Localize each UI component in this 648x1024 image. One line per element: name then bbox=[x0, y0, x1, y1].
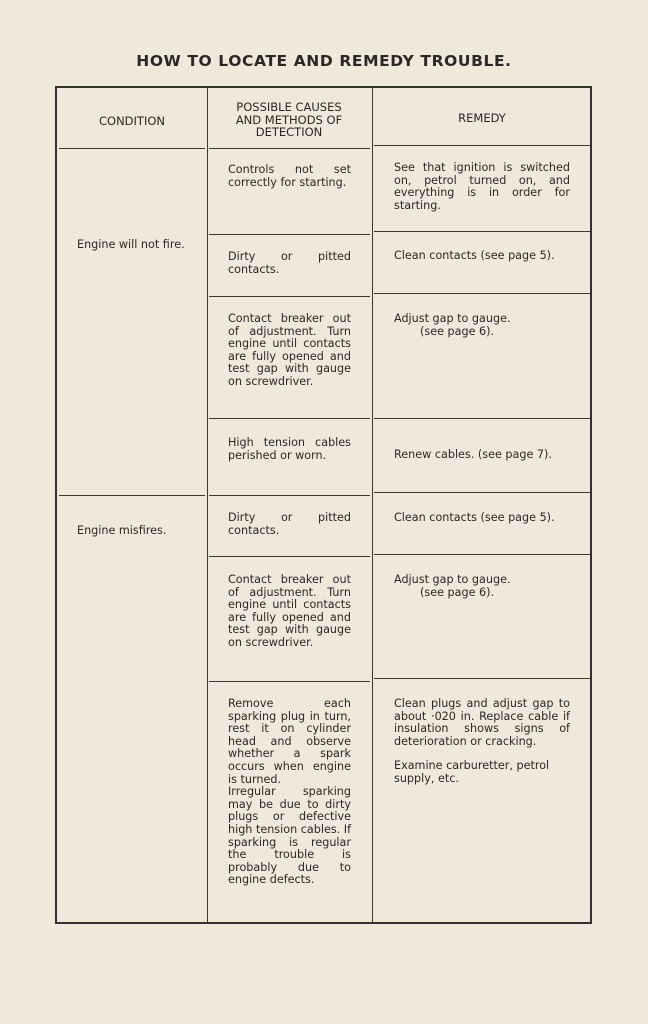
header-remedy: REMEDY bbox=[458, 111, 506, 125]
row-divider bbox=[374, 145, 590, 146]
column-divider bbox=[207, 88, 208, 922]
cause-note: Irregular sparking may be due to dirty plugs or defective high tension cables. If sparking is regular the trouble is probably due to engine defects. bbox=[228, 785, 352, 887]
remedy-cell: Renew cables. (see page 7). bbox=[394, 448, 552, 461]
row-divider bbox=[209, 234, 370, 235]
cause-cell: Dirty or pitted contacts. bbox=[228, 511, 351, 537]
row-divider bbox=[374, 231, 590, 232]
remedy-cell bbox=[394, 313, 570, 338]
row-divider bbox=[59, 148, 205, 149]
remedy-cell: See that ignition is switched on, petrol turned on, and everything is in order for starting. bbox=[394, 161, 570, 212]
cause-cell: Dirty or pitted contacts. bbox=[228, 250, 351, 276]
row-divider bbox=[209, 296, 370, 297]
remedy-cell bbox=[394, 698, 570, 786]
row-divider bbox=[374, 293, 590, 294]
remedy-cell: Clean contacts (see page 5). bbox=[394, 249, 555, 262]
row-divider bbox=[209, 148, 370, 149]
row-divider bbox=[374, 554, 590, 555]
header-condition: CONDITION bbox=[98, 114, 165, 128]
column-divider bbox=[372, 88, 373, 922]
condition-no-fire: Engine will not fire. bbox=[77, 238, 185, 251]
cause-cell: Controls not set correctly for starting. bbox=[228, 163, 351, 189]
row-divider bbox=[209, 418, 370, 419]
row-divider bbox=[374, 418, 590, 419]
remedy-page-ref: (see page 6). bbox=[420, 324, 495, 338]
remedy-note: Examine carburetter, petrol supply, etc. bbox=[394, 759, 550, 785]
row-divider bbox=[209, 556, 370, 557]
remedy-text: Adjust gap to gauge. bbox=[394, 573, 511, 586]
page-title: HOW TO LOCATE AND REMEDY TROUBLE. bbox=[136, 52, 512, 70]
header-causes: POSSIBLE CAUSES AND METHODS OF DETECTION bbox=[235, 100, 343, 139]
trouble-table bbox=[55, 86, 592, 924]
condition-misfire: Engine misfires. bbox=[77, 524, 167, 537]
remedy-text: Adjust gap to gauge. bbox=[394, 312, 511, 325]
remedy-page-ref: (see page 6). bbox=[420, 585, 495, 599]
remedy-cell: Clean contacts (see page 5). bbox=[394, 511, 555, 524]
remedy-text: Clean plugs and adjust gap to about ·020 in. Replace cable if insulation shows signs of deterioration or cracking. bbox=[394, 697, 570, 748]
cause-cell: Contact breaker out of adjustment. Turn engine until contacts are fully opened and test gap with gauge on screwdriver. bbox=[228, 573, 351, 649]
remedy-cell bbox=[394, 574, 570, 599]
row-divider bbox=[209, 495, 370, 496]
cause-text: Remove each sparking plug in turn, rest it on cylinder head and observe whether a spark occurs when engine is turned. bbox=[228, 697, 351, 786]
row-divider bbox=[209, 681, 370, 682]
cause-cell: High tension cables perished or worn. bbox=[228, 436, 351, 462]
cause-cell bbox=[228, 698, 351, 887]
row-divider bbox=[374, 678, 590, 679]
row-divider bbox=[374, 492, 590, 493]
row-divider bbox=[59, 495, 205, 496]
cause-cell: Contact breaker out of adjustment. Turn engine until contacts are fully opened and test gap with gauge on screwdriver. bbox=[228, 312, 351, 388]
